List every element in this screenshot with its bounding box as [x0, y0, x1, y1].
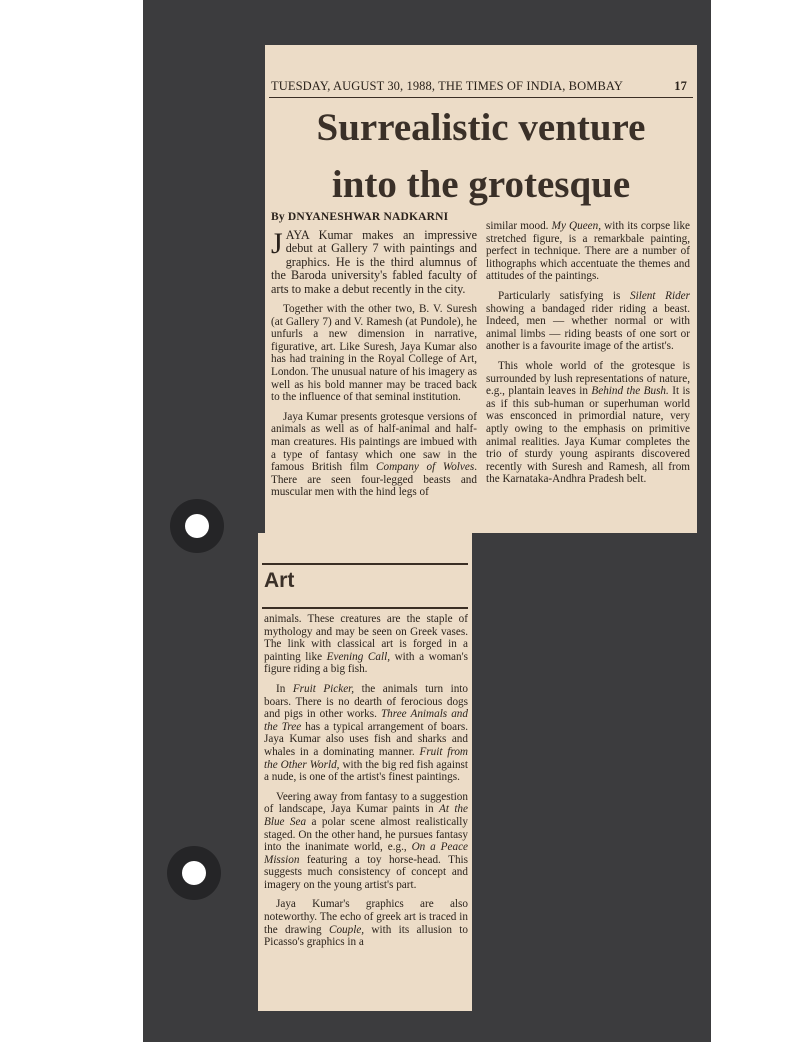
column-1-paragraph-2: Together with the other two, B. V. Suresh (at Gallery 7) and V. Ramesh (at Pundole), he unfurls a new dimension in narrative, figurative, art. Like Suresh, Jaya Kumar also has had training in the Royal College of Art, London. The unusual nature of his imagery as well as his bold manner may be traced back to the influence of that seminal institution. — [271, 303, 477, 404]
clipping-bottom — [258, 533, 472, 1011]
column-2 — [486, 220, 690, 525]
drop-cap: J — [271, 229, 283, 260]
column-2-paragraph-1: similar mood. My Queen, with its corpse like stretched figure, is a remarkbale painting, perfect in technique. There are a number of lithographs which accentuate the themes and attitudes of the paintings. — [486, 220, 690, 283]
dateline-text: TUESDAY, AUGUST 30, 1988, THE TIMES OF INDIA, BOMBAY — [271, 79, 624, 93]
column-3-paragraph-3: Veering away from fantasy to a suggestion of landscape, Jaya Kumar paints in At the Blue Sea a polar scene almost realistically staged. On the other hand, he pursues fantasy into the inanimate world, e.g., On a Peace Mission featuring a toy horse-head. This suggests much consistency of concept and imagery on the young artist's part. — [264, 790, 468, 891]
section-label: Art — [264, 569, 295, 592]
punch-hole-upper — [170, 499, 224, 553]
column-1-paragraph-3: Jaya Kumar presents grotesque versions of animals as well as of half-animal and half-man creatures. His paintings are imbued with a type of fantasy which one saw in the famous British film Company of Wolves. There are seen four-legged beasts and muscular men with the hind legs of — [271, 410, 477, 499]
dateline — [271, 79, 691, 94]
column-1 — [271, 229, 477, 533]
headline-line-2: into the grotesque — [331, 163, 631, 206]
column-3-paragraph-4: Jaya Kumar's graphics are also noteworthy. The echo of greek art is traced in the drawing Couple, with its allusion to Picasso's graphics in a — [264, 898, 468, 949]
headline-line-1: Surrealistic venture — [316, 106, 646, 149]
section-rule-top — [262, 563, 468, 565]
column-3-paragraph-2: In Fruit Picker, the animals turn into boars. There is no dearth of ferocious dogs and pigs in other works. Three Animals and the Tree has a typical arrangement of boars. Jaya Kumar also uses fish and sharks and whales in a dominating manner. Fruit from the Other World, with the big red fish against a nude, is one of the artist's finest paintings. — [264, 682, 468, 784]
column-3-paragraph-1: animals. These creatures are the staple of mythology and may be seen on Greek vases. The link with classical art is forged in a painting like Evening Call, with a woman's figure riding a big fish. — [264, 613, 468, 676]
header-rule — [269, 97, 693, 98]
column-2-paragraph-2: Particularly satisfying is Silent Rider showing a bandaged rider riding a beast. Indeed, men — whether normal or with animal limbs — riding beasts of one sort or another is a favourite image of the artist's. — [486, 289, 690, 353]
column-2-paragraph-3: This whole world of the grotesque is surrounded by lush representations of nature, e.g., plantain leaves in Behind the Bush. It is as if this sub-human or superhuman world was ensconced in primordial nature, very aptly owing to the emphasis on primitive animal realities. Jaya Kumar completes the trio of sturdy young aspirants discovered recently with Suresh and Ramesh, all from the Karnataka-Andhra Pradesh belt. — [486, 359, 690, 486]
section-rule-bottom — [262, 607, 468, 609]
column-3 — [264, 613, 468, 1007]
punch-hole-lower — [167, 846, 221, 900]
page-number: 17 — [674, 79, 687, 93]
column-1-paragraph-1: JAYA Kumar makes an impressive debut at Gallery 7 with paintings and graphics. He is the third alumnus of the Baroda university's fabled faculty of arts to make a debut recently in the city. — [271, 229, 477, 296]
byline: By DNYANESHWAR NADKARNI — [271, 211, 449, 223]
clipping-top — [265, 45, 697, 533]
